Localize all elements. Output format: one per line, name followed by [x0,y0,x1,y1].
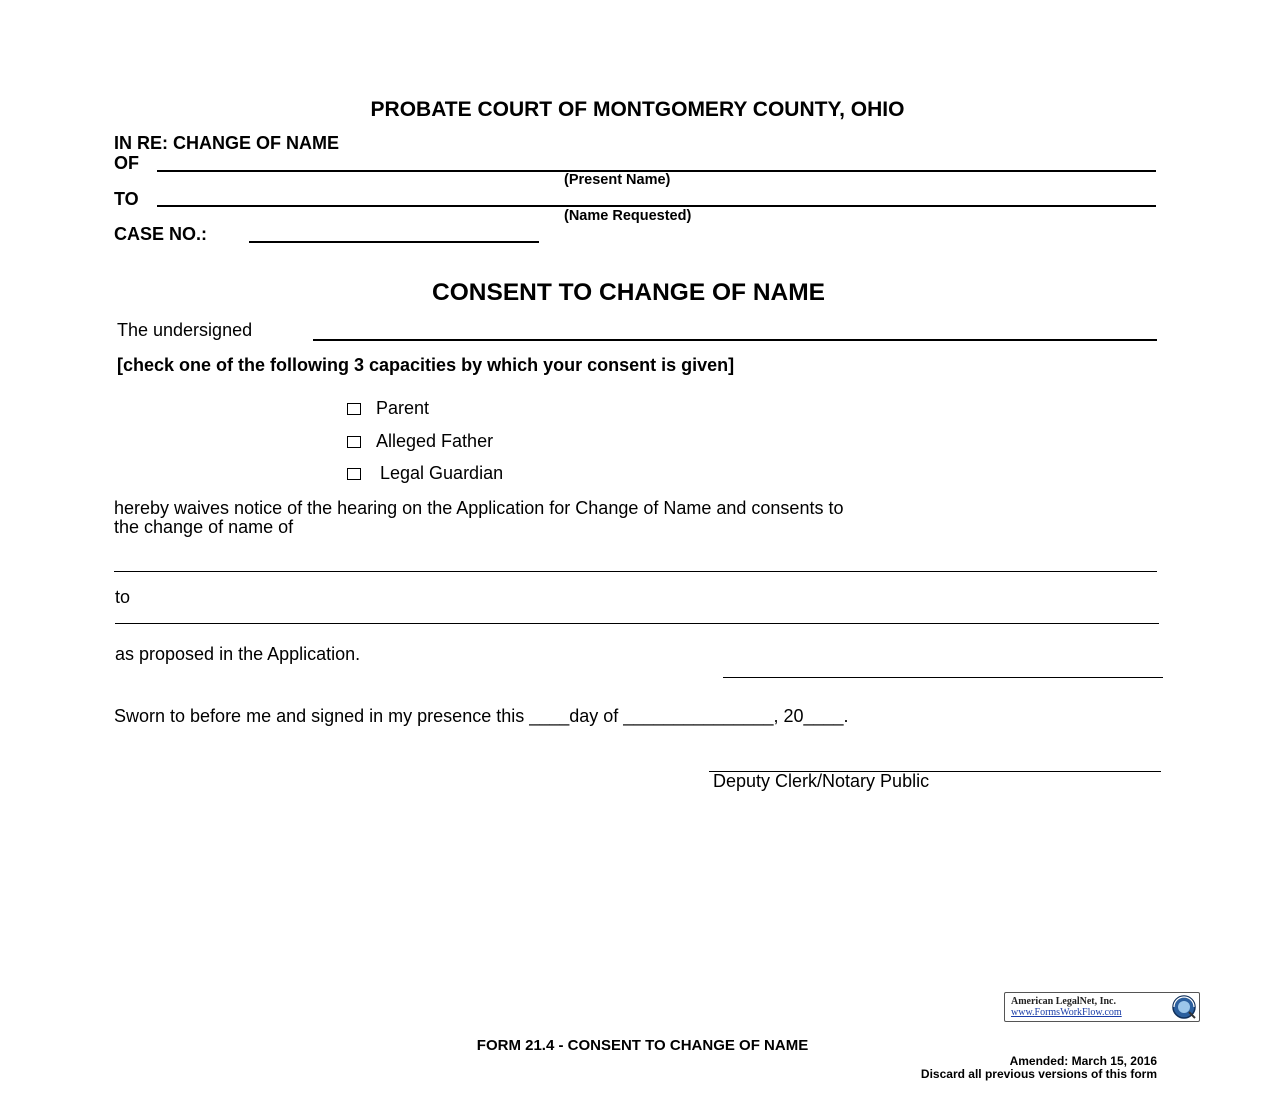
case-number-line[interactable] [249,241,539,243]
globe-icon [1171,994,1197,1020]
capacity-instruction: [check one of the following 3 capacities by which your consent is given] [117,355,735,375]
logo-company-name: American LegalNet, Inc. [1011,996,1116,1007]
form-title: CONSENT TO CHANGE OF NAME [432,279,825,306]
of-label: OF [114,153,139,173]
court-title: PROBATE COURT OF MONTGOMERY COUNTY, OHIO [370,98,905,121]
alleged-father-label: Alleged Father [376,431,494,451]
discard-notice: Discard all previous versions of this form [920,1067,1157,1081]
deputy-clerk-label: Deputy Clerk/Notary Public [713,771,930,791]
legal-guardian-label: Legal Guardian [380,463,504,483]
to-text: to [115,587,131,607]
legal-guardian-checkbox[interactable] [347,468,361,480]
logo-website-link[interactable]: www.FormsWorkFlow.com [1011,1007,1122,1018]
waiver-text-line2: the change of name of [114,517,294,537]
new-name-line[interactable] [115,623,1159,624]
amended-date: Amended: March 15, 2016 [1009,1054,1157,1068]
parent-checkbox[interactable] [347,403,361,415]
present-name-note: (Present Name) [564,172,671,188]
current-name-line[interactable] [114,571,1157,572]
signature-line[interactable] [723,677,1163,678]
alleged-father-checkbox[interactable] [347,436,361,448]
form-footer-title: FORM 21.4 - CONSENT TO CHANGE OF NAME [476,1037,809,1054]
waiver-text-line1: hereby waives notice of the hearing on the Application for Change of Name and consents to [114,498,844,518]
proposed-text: as proposed in the Application. [115,644,361,664]
american-legalnet-logo[interactable] [1004,992,1200,1022]
case-number-label: CASE NO.: [114,224,208,244]
undersigned-label: The undersigned [117,320,253,340]
parent-label: Parent [376,398,430,418]
in-re-label: IN RE: CHANGE OF NAME [114,133,339,153]
name-requested-note: (Name Requested) [564,208,692,224]
to-label: TO [114,189,139,209]
undersigned-line[interactable] [313,339,1157,341]
name-requested-line[interactable] [157,205,1156,207]
sworn-statement: Sworn to before me and signed in my presence this ____day of _______________, 20____. [114,706,849,726]
